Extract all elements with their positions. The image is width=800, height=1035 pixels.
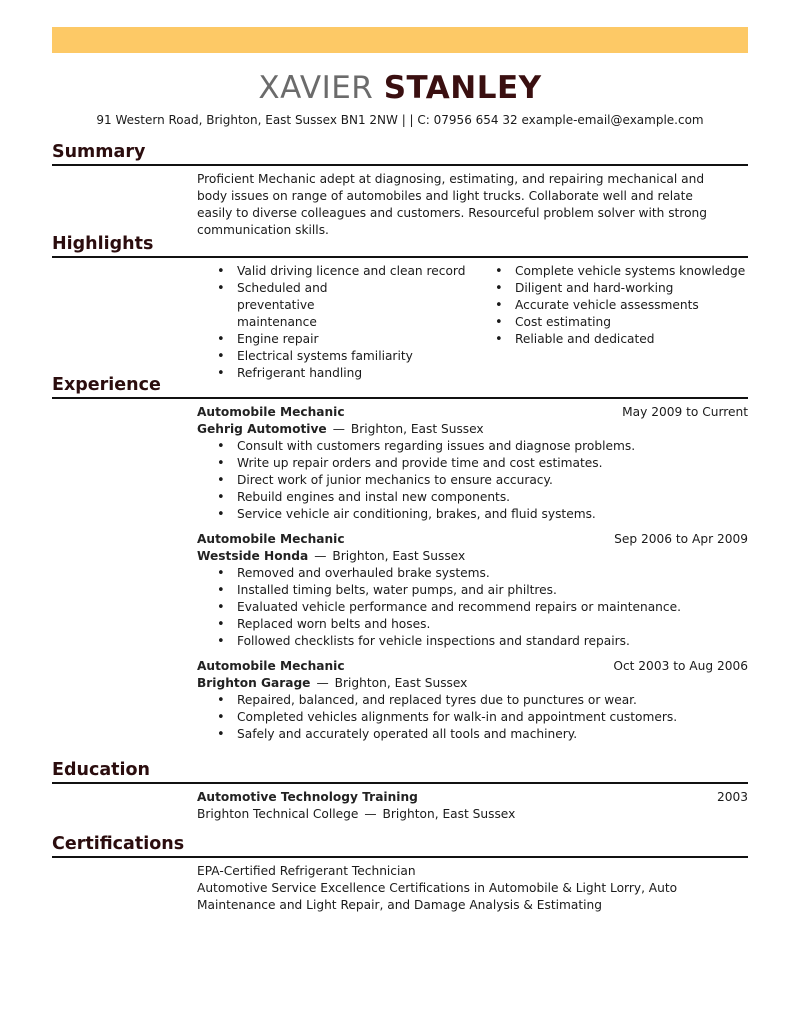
list-item: • Diligent and hard-working (495, 280, 745, 297)
school-location: Brighton, East Sussex (382, 807, 516, 821)
section-heading: Experience (52, 374, 748, 399)
certification-item: Automotive Service Excellence Certifications in Automobile & Light Lorry, Auto Maintenance and Light Repair, and Damage Analysis & Estimating (197, 881, 678, 912)
list-item: • Evaluated vehicle performance and recommend repairs or maintenance. (217, 599, 748, 616)
company-name: Gehrig Automotive (197, 422, 327, 436)
list-item: • Direct work of junior mechanics to ensure accuracy. (217, 472, 748, 489)
job-title: Automobile Mechanic (197, 532, 345, 546)
job-duties (197, 565, 748, 650)
job-location: Brighton, East Sussex (334, 676, 468, 690)
experience-list (197, 404, 748, 743)
separator: — (314, 549, 327, 563)
job-dates: Oct 2003 to Aug 2006 (613, 659, 748, 673)
last-name: STANLEY (383, 70, 542, 106)
job-entry (197, 531, 748, 650)
job-location: Brighton, East Sussex (350, 422, 484, 436)
job-entry (197, 658, 748, 743)
highlights-left-list (197, 263, 475, 382)
certifications-list (197, 863, 748, 914)
list-item: • Engine repair (217, 331, 475, 348)
list-item: • Write up repair orders and provide time and cost estimates. (217, 455, 748, 472)
certification-item: EPA-Certified Refrigerant Technician (197, 864, 416, 878)
list-item: • Reliable and dedicated (495, 331, 745, 348)
section-heading: Certifications (52, 833, 748, 858)
summary-text: Proficient Mechanic adept at diagnosing, estimating, and repairing mechanical and body issues on range of automobiles and light trucks. Collaborate well and relate easily to diverse colleagues and customers. Resourceful problem solver with strong communication skills. (197, 172, 707, 237)
company-name: Brighton Garage (197, 676, 311, 690)
separator: — (364, 807, 377, 821)
separator: — (332, 422, 345, 436)
program-name: Automotive Technology Training (197, 790, 418, 804)
certifications-section (52, 833, 748, 914)
list-item: • Scheduled and preventative maintenance (217, 280, 387, 331)
list-item: • Repaired, balanced, and replaced tyres due to punctures or wear. (217, 692, 748, 709)
list-item: • Completed vehicles alignments for walk-in and appointment customers. (217, 709, 748, 726)
list-item: • Complete vehicle systems knowledge (495, 263, 745, 280)
job-entry (197, 404, 748, 523)
summary-section (52, 141, 748, 239)
job-dates: Sep 2006 to Apr 2009 (614, 532, 748, 546)
list-item: • Service vehicle air conditioning, brakes, and fluid systems. (217, 506, 748, 523)
education-entry (197, 789, 748, 823)
company-name: Westside Honda (197, 549, 309, 563)
list-item: • Refrigerant handling (217, 365, 475, 382)
school-name: Brighton Technical College (197, 807, 359, 821)
section-heading: Education (52, 759, 748, 784)
candidate-name (0, 68, 800, 108)
contact-info: 91 Western Road, Brighton, East Sussex BN1 2NW | | C: 07956 654 32 example-email@example.com (96, 113, 704, 127)
section-heading: Summary (52, 141, 748, 166)
job-location: Brighton, East Sussex (332, 549, 466, 563)
job-duties (197, 438, 748, 523)
list-item: • Accurate vehicle assessments (495, 297, 745, 314)
accent-bar (52, 27, 748, 53)
job-dates: May 2009 to Current (622, 405, 748, 419)
graduation-year: 2003 (716, 790, 748, 804)
education-section (52, 759, 748, 823)
list-item: • Electrical systems familiarity (217, 348, 475, 365)
job-title: Automobile Mechanic (197, 405, 345, 419)
list-item: • Consult with customers regarding issues and diagnose problems. (217, 438, 748, 455)
list-item: • Replaced worn belts and hoses. (217, 616, 748, 633)
list-item: • Removed and overhauled brake systems. (217, 565, 748, 582)
list-item: • Valid driving licence and clean record (217, 263, 475, 280)
experience-section (52, 374, 748, 751)
highlights-right-list (475, 263, 745, 382)
highlights-section (52, 233, 748, 382)
job-title: Automobile Mechanic (197, 659, 345, 673)
separator: — (316, 676, 329, 690)
section-heading: Highlights (52, 233, 748, 258)
list-item: • Rebuild engines and instal new components. (217, 489, 748, 506)
list-item: • Followed checklists for vehicle inspections and standard repairs. (217, 633, 748, 650)
highlights-columns (197, 263, 748, 382)
first-name: XAVIER (258, 70, 374, 106)
job-duties (197, 692, 748, 743)
list-item: • Cost estimating (495, 314, 745, 331)
list-item: • Installed timing belts, water pumps, and air philtres. (217, 582, 748, 599)
list-item: • Safely and accurately operated all tools and machinery. (217, 726, 748, 743)
